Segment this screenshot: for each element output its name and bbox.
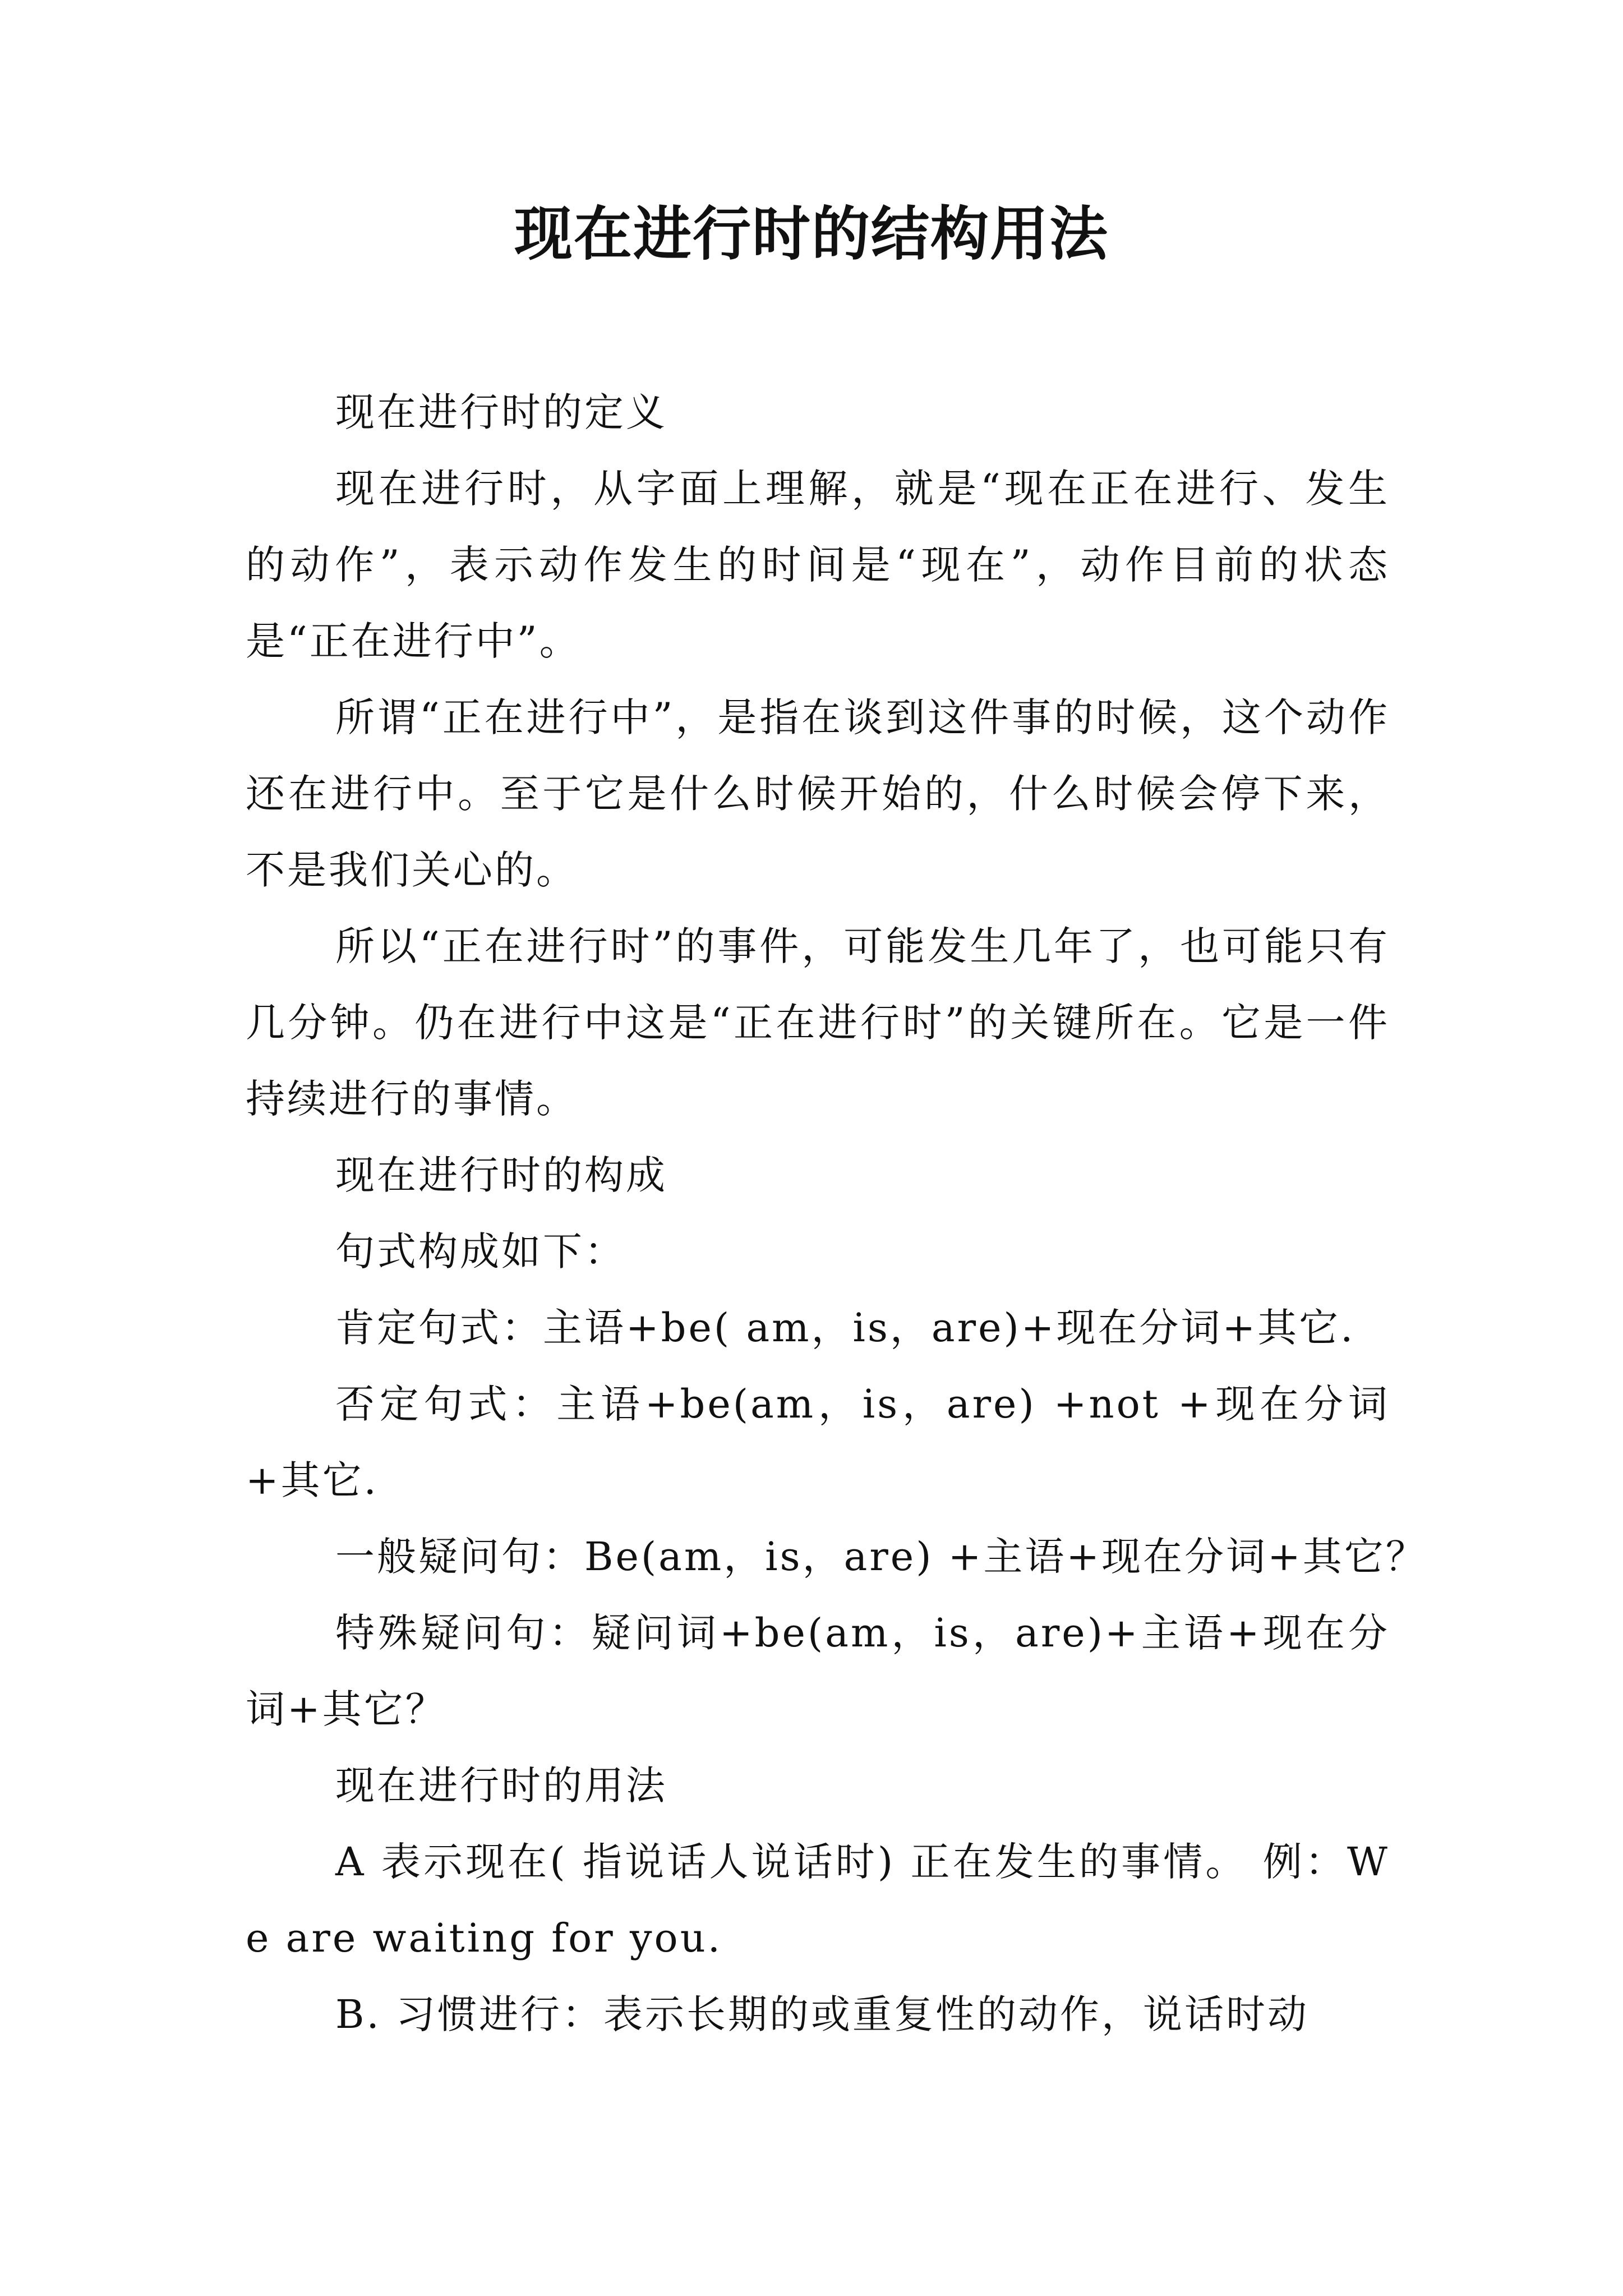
paragraph-general-question: 一般疑问句：Be(am，is，are) +主语+现在分词+其它？	[335, 1534, 1427, 1580]
paragraph-usage-b: B. 习惯进行：表示长期的或重复性的动作，说话时动	[335, 1991, 1309, 2037]
document-title: 现在进行时的结构用法	[514, 199, 1109, 268]
paragraph-structure-intro: 句式构成如下：	[335, 1228, 626, 1274]
paragraph-definition-2: 所谓“正在进行中”，是指在谈到这件事的时候，这个动作还在进行中。至于它是什么时候开始的，什么时候会停下来，不是我们关心的。	[246, 694, 1390, 893]
section-heading-definition: 现在进行时的定义	[335, 389, 667, 435]
document-body	[246, 374, 1427, 2053]
section-heading-usage: 现在进行时的用法	[335, 1763, 667, 1809]
paragraph-affirmative: 肯定句式：主语+be( am，is，are)+现在分词+其它.	[335, 1305, 1355, 1351]
paragraph-special-question: 特殊疑问句：疑问词+be(am，is，are)+主语+现在分词+其它？	[246, 1610, 1390, 1732]
section-heading-structure: 现在进行时的构成	[335, 1152, 667, 1198]
paragraph-negative: 否定句式：主语+be(am，is，are) +not +现在分词+其它.	[246, 1381, 1390, 1503]
paragraph-definition-3: 所以“正在进行时”的事件，可能发生几年了，也可能只有几分钟。仍在进行中这是“正在进行时”的关键所在。它是一件持续进行的事情。	[246, 923, 1390, 1122]
paragraph-definition-1: 现在进行时，从字面上理解，就是“现在正在进行、发生的动作”，表示动作发生的时间是“现在”，动作目前的状态是“正在进行中”。	[246, 466, 1390, 664]
paragraph-usage-a: A 表示现在( 指说话人说话时) 正在发生的事情。 例：We are waiting for you.	[246, 1839, 1390, 1961]
